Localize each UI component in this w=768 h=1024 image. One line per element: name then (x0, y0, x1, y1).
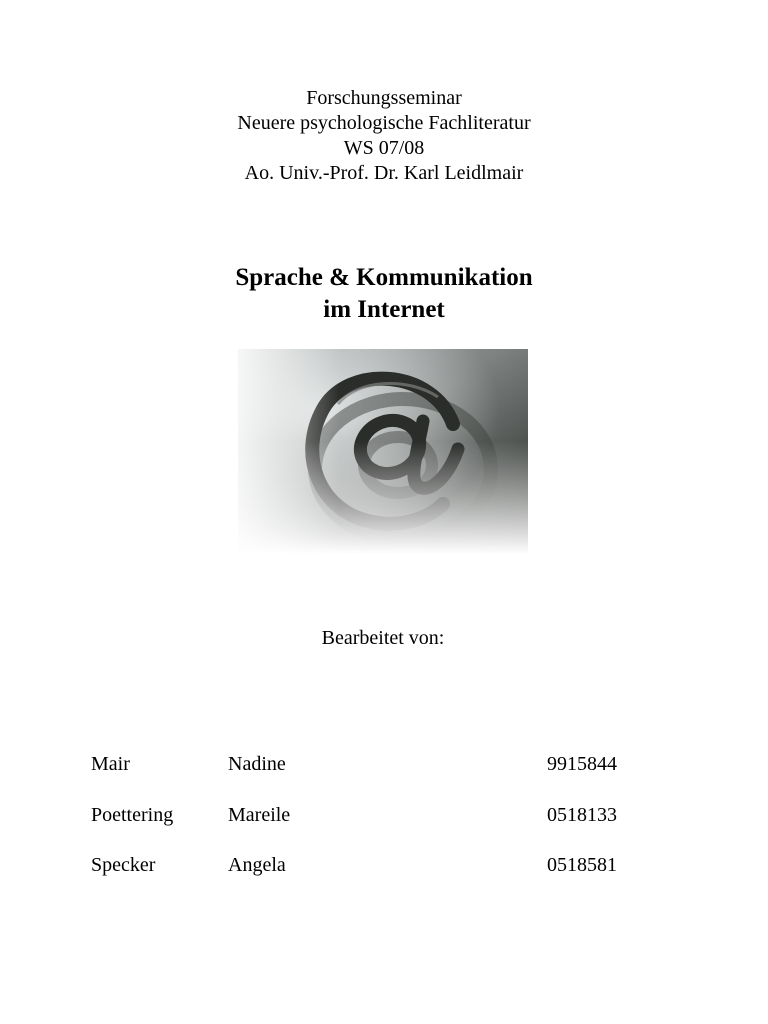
seminar-name: Forschungsseminar (306, 87, 462, 109)
edited-by-label: Bearbeitet von: (321, 627, 445, 649)
at-sign-icon (238, 349, 528, 554)
author-first-name: Angela (228, 854, 286, 876)
professor-name: Ao. Univ.-Prof. Dr. Karl Leidlmair (244, 162, 524, 184)
title-line-1: Sprache & Kommunikation (235, 264, 533, 291)
author-row (0, 752, 768, 803)
author-student-id: 0518133 (547, 803, 617, 826)
author-last-name: Poettering (91, 803, 174, 826)
author-first-name: Mareile (228, 803, 291, 826)
seminar-header (0, 86, 768, 186)
semester: WS 07/08 (343, 137, 425, 159)
author-row (0, 853, 768, 904)
course-name: Neuere psychologische Fachliteratur (237, 112, 531, 134)
cover-image (238, 349, 528, 554)
document-title (0, 262, 768, 326)
author-first-name: Nadine (228, 753, 286, 775)
author-last-name: Specker (91, 854, 156, 876)
author-student-id: 0518581 (547, 854, 617, 876)
author-row (0, 803, 768, 854)
title-line-2: im Internet (323, 296, 445, 323)
author-last-name: Mair (91, 753, 130, 775)
author-list (0, 752, 768, 904)
author-student-id: 9915844 (547, 753, 617, 775)
